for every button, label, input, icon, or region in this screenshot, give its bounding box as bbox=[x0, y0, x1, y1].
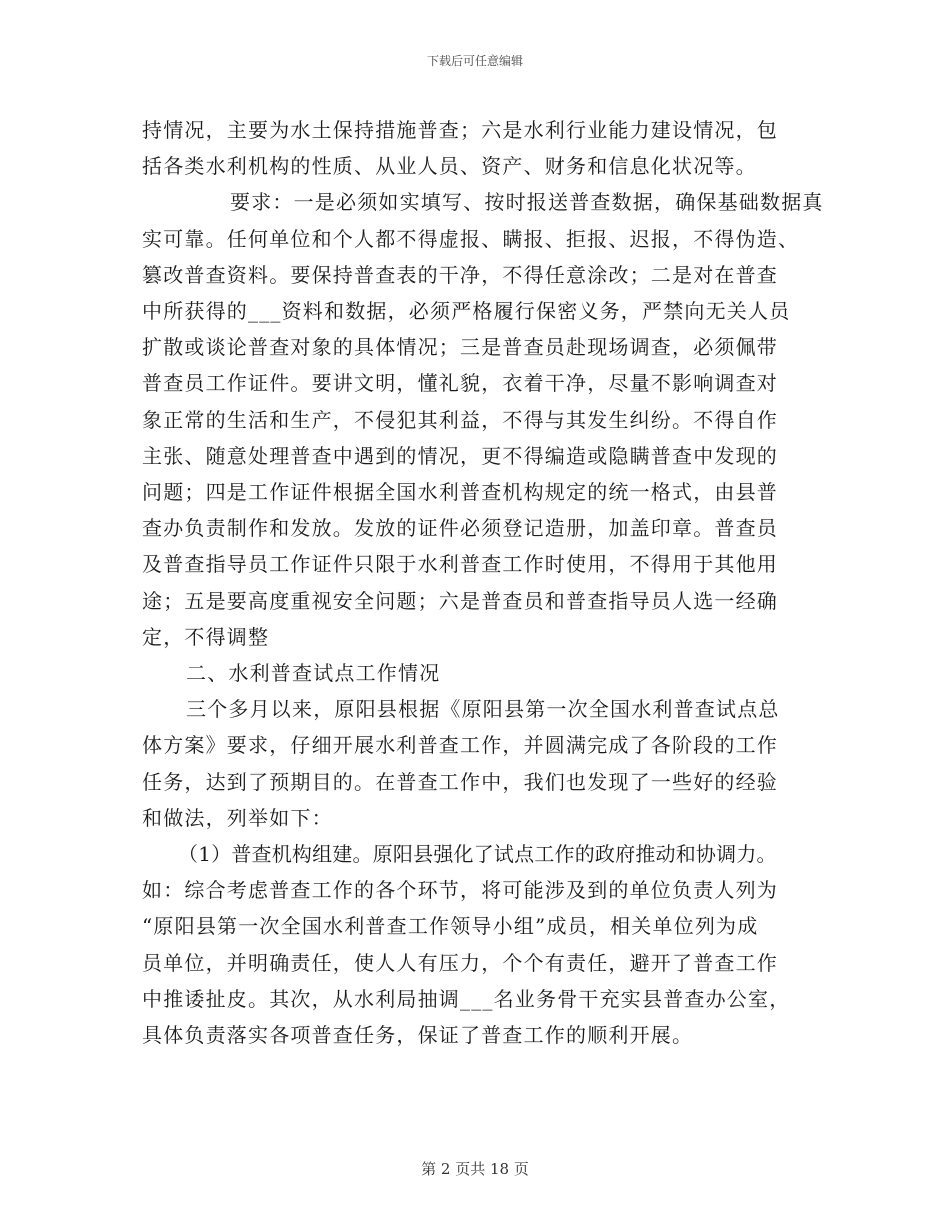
text-line: 持情况，主要为水土保持措施普查；六是水利行业能力建设情况，包 bbox=[142, 118, 778, 142]
text-line: 任务，达到了预期目的。在普查工作中，我们也发现了一些好的经验 bbox=[142, 769, 778, 794]
text-line: 中推诿扯皮。其次，从水利局抽调___名业务骨干充实县普查办公室， bbox=[142, 986, 791, 1011]
text-line: 括各类水利机构的性质、从业人员、资产、财务和信息化状况等。 bbox=[142, 154, 757, 179]
text-line: 体方案》要求，仔细开展水利普查工作，并圆满完成了各阶段的工作 bbox=[142, 733, 778, 758]
paragraph-1 bbox=[142, 112, 842, 184]
text-line: 如：综合考虑普查工作的各个环节，将可能涉及到的单位负责人列为 bbox=[142, 878, 778, 903]
section-heading bbox=[142, 655, 842, 691]
text-line: 实可靠。任何单位和个人都不得虚报、瞒报、拒报、迟报，不得伪造、 bbox=[142, 226, 800, 251]
heading-text: 二、水利普查试点工作情况 bbox=[186, 661, 441, 686]
text-line: 象正常的生活和生产，不侵犯其利益，不得与其发生纠纷。不得自作 bbox=[142, 407, 778, 432]
text-line: （1）普查机构组建。原阳县强化了试点工作的政府推动和协调力。 bbox=[178, 842, 777, 867]
text-line: 主张、随意处理普查中遇到的情况，更不得编造或隐瞒普查中发现的 bbox=[142, 443, 778, 468]
paragraph-4 bbox=[142, 836, 842, 1053]
text-line: 中所获得的___资料和数据，必须严格履行保密义务，严禁向无关人员 bbox=[142, 299, 791, 324]
paragraph-requirements bbox=[142, 184, 842, 655]
text-line: 要求：一是必须如实填写、按时报送普查数据，确保基础数据真 bbox=[230, 190, 824, 215]
text-line: 扩散或谈论普查对象的具体情况；三是普查员赴现场调查，必须佩带 bbox=[142, 335, 778, 360]
text-line: 途；五是要高度重视安全问题；六是普查员和普查指导员人选一经确 bbox=[142, 588, 778, 613]
text-line: 问题；四是工作证件根据全国水利普查机构规定的统一格式，由县普 bbox=[142, 480, 778, 505]
text-line: 普查员工作证件。要讲文明，懂礼貌，衣着干净，尽量不影响调查对 bbox=[142, 371, 778, 396]
text-line: “原阳县第一次全国水利普查工作领导小组”成员，相关单位列为成 bbox=[142, 914, 759, 939]
text-line: 具体负责落实各项普查任务，保证了普查工作的顺利开展。 bbox=[142, 1023, 694, 1048]
document-body bbox=[142, 112, 842, 1053]
text-line: 员单位，并明确责任，使人人有压力，个个有责任，避开了普查工作 bbox=[142, 950, 778, 975]
text-line: 三个多月以来，原阳县根据《原阳县第一次全国水利普查试点总 bbox=[186, 697, 780, 722]
paragraph-3 bbox=[142, 691, 842, 836]
page-footer: 第 2 页共 18 页 bbox=[421, 1160, 529, 1178]
text-line: 查办负责制作和发放。发放的证件必须登记造册，加盖印章。普查员 bbox=[142, 516, 778, 541]
text-line: 篡改普查资料。要保持普查表的干净，不得任意涂改；二是对在普查 bbox=[142, 262, 778, 287]
text-line: 和做法，列举如下： bbox=[142, 805, 333, 830]
text-line: 定，不得调整 bbox=[142, 624, 270, 649]
text-line: 及普查指导员工作证件只限于水利普查工作时使用，不得用于其他用 bbox=[142, 552, 778, 577]
page-header: 下载后可任意编辑 bbox=[426, 54, 523, 68]
